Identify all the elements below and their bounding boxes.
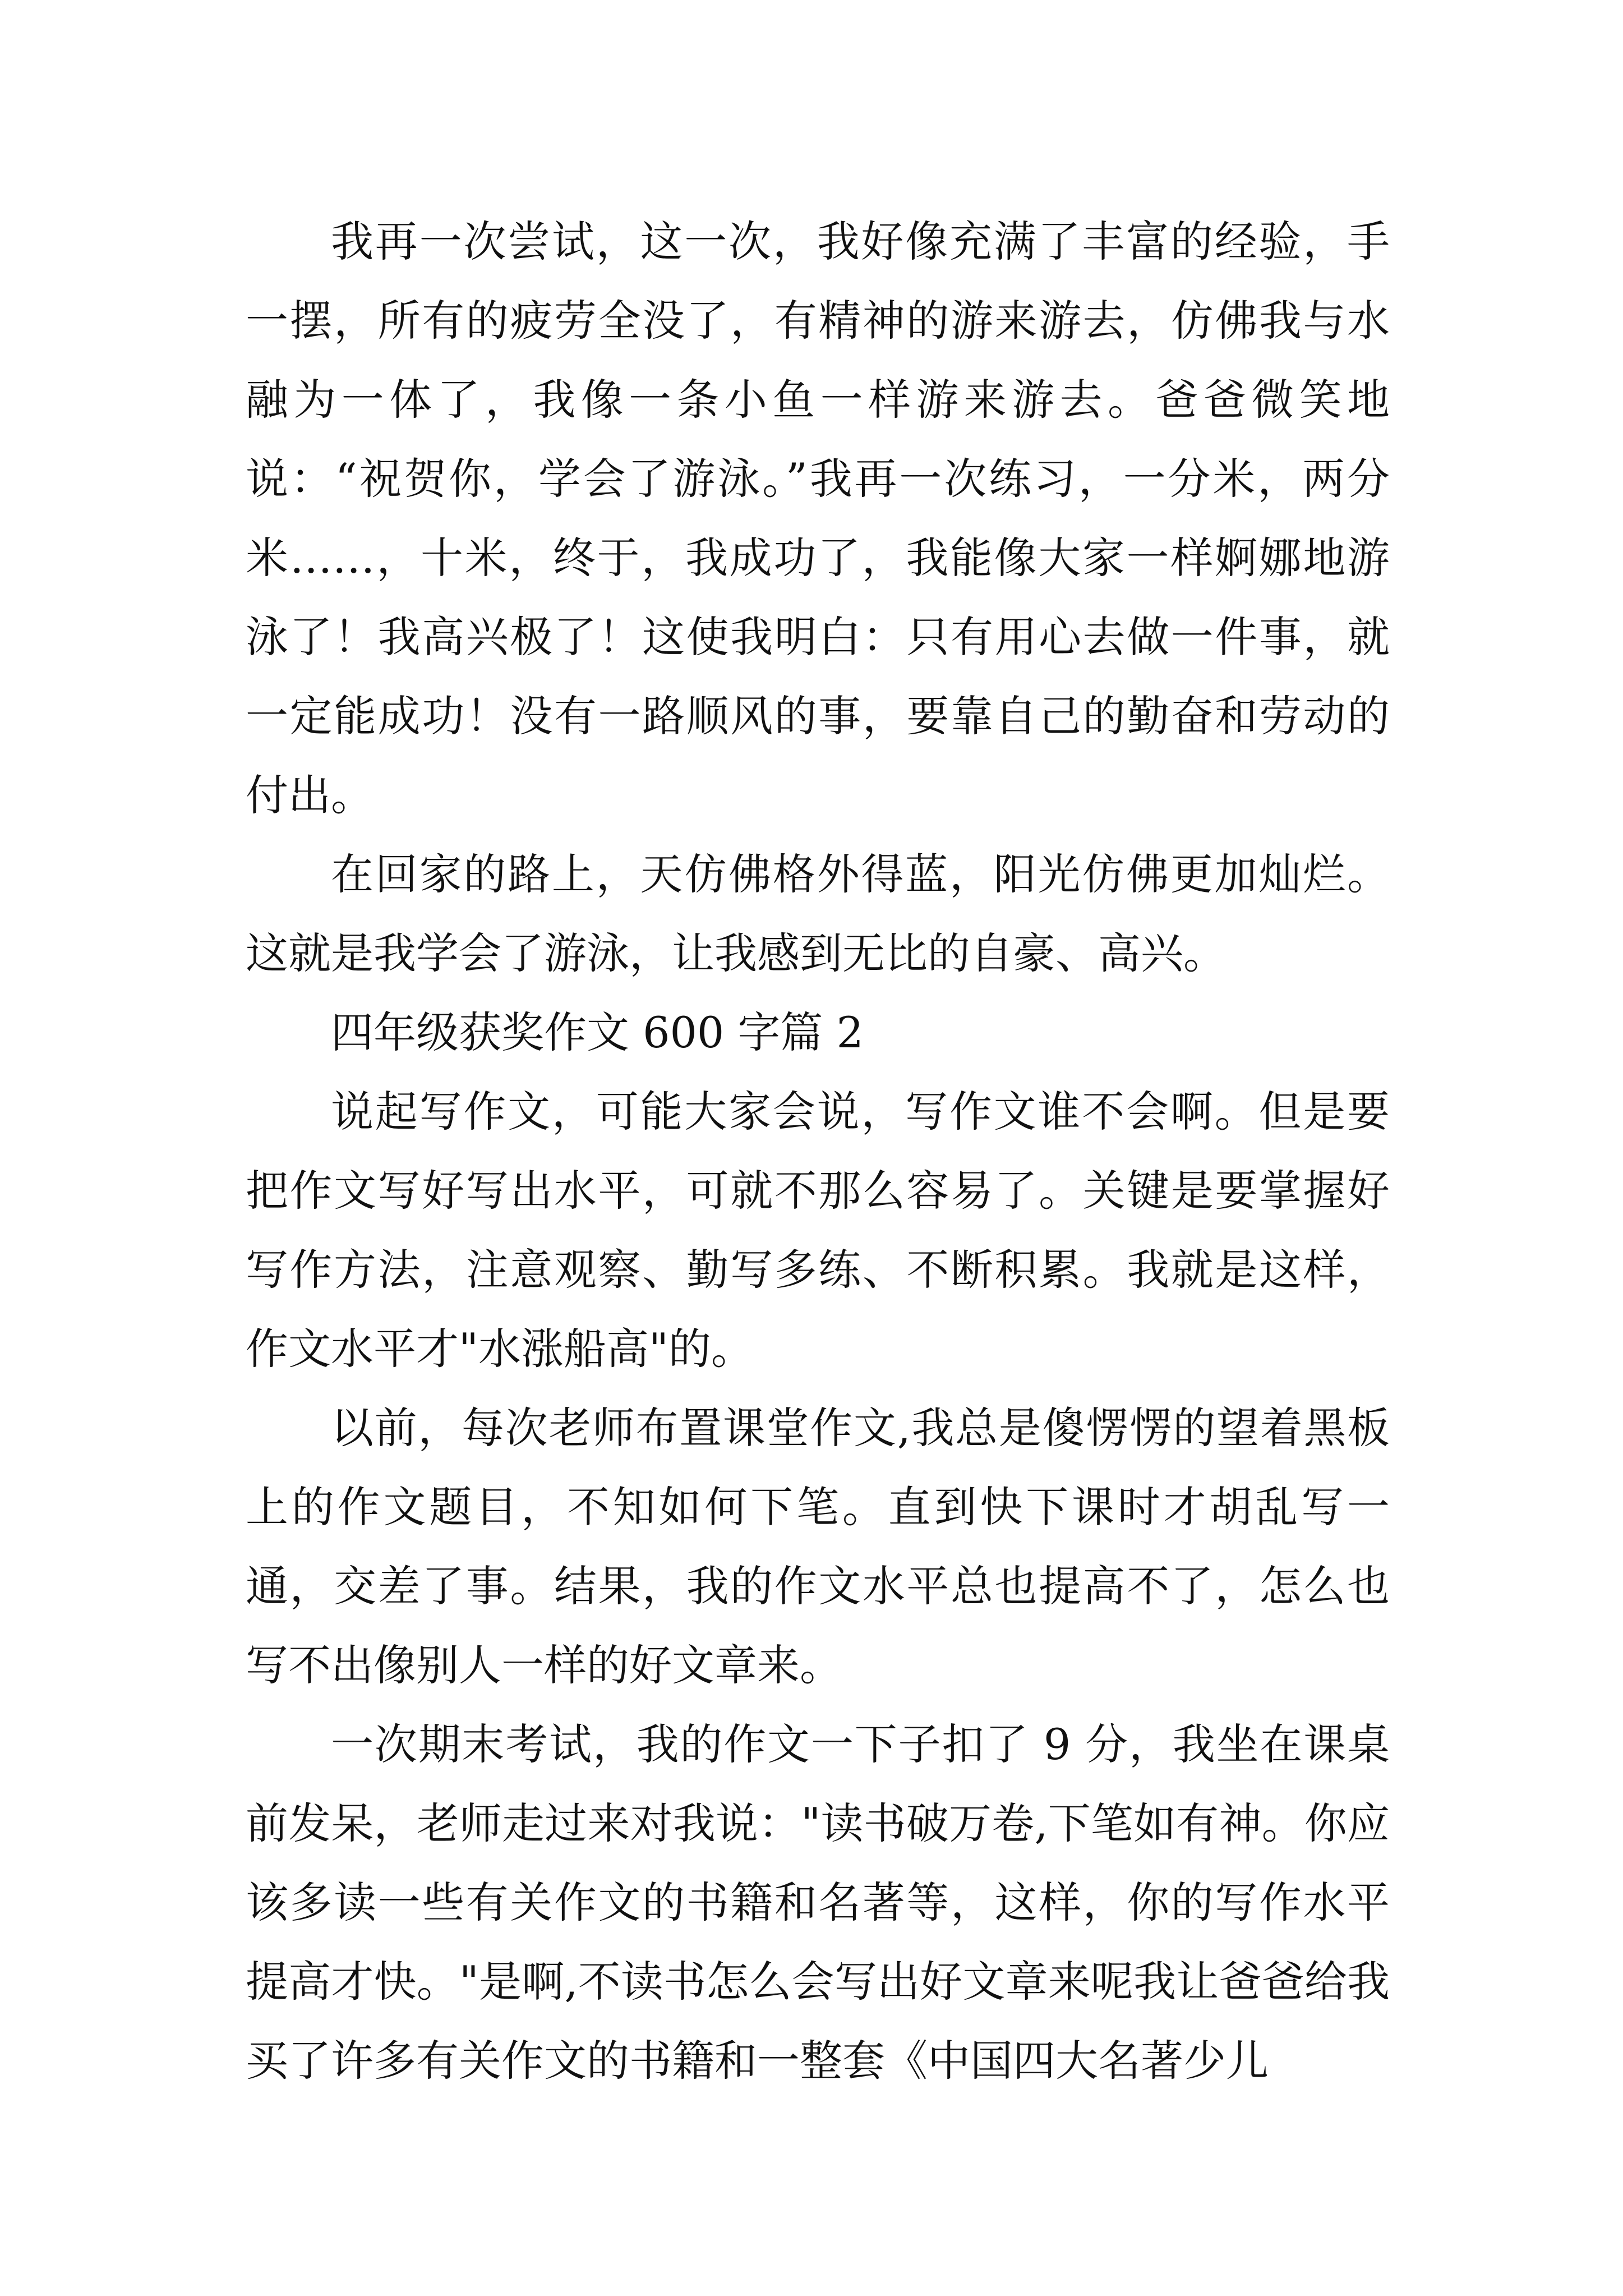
article-body xyxy=(246,202,1390,2100)
paragraph-past-struggle: 以前，每次老师布置课堂作文,我总是傻愣愣的望着黑板上的作文题目，不知如何下笔。直到快下课时才胡乱写一通，交差了事。结果，我的作文水平总也提高不了，怎么也写不出像别人一样的好文章来。 xyxy=(246,1403,1390,1690)
paragraph-final-exam: 一次期末考试，我的作文一下子扣了 9 分，我坐在课桌前发呆，老师走过来对我说："读书破万卷,下笔如有神。你应该多读一些有关作文的书籍和名著等，这样，你的写作水平提高才快。"是啊,不读书怎么会写出好文章来呢我让爸爸给我买了许多有关作文的书籍和一整套《中国四大名著少儿 xyxy=(246,1719,1390,2086)
paragraph-writing-intro: 说起写作文，可能大家会说，写作文谁不会啊。但是要把作文写好写出水平，可就不那么容易了。关键是要掌握好写作方法，注意观察、勤写多练、不断积累。我就是这样，作文水平才"水涨船高"的。 xyxy=(246,1087,1390,1374)
paragraph-swimming-success: 我再一次尝试，这一次，我好像充满了丰富的经验，手一摆，所有的疲劳全没了，有精神的游来游去，仿佛我与水融为一体了，我像一条小鱼一样游来游去。爸爸微笑地说：“祝贺你，学会了游泳。”我再一次练习，一分米，两分米……，十米，终于，我成功了，我能像大家一样婀娜地游泳了！我高兴极了！这使我明白：只有用心去做一件事，就一定能成功！没有一路顺风的事，要靠自己的勤奋和劳动的付出。 xyxy=(246,217,1390,820)
paragraph-way-home: 在回家的路上，天仿佛格外得蓝，阳光仿佛更加灿烂。这就是我学会了游泳，让我感到无比的自豪、高兴。 xyxy=(246,849,1390,978)
essay-heading: 四年级获奖作文 600 字篇 2 xyxy=(331,1007,864,1057)
